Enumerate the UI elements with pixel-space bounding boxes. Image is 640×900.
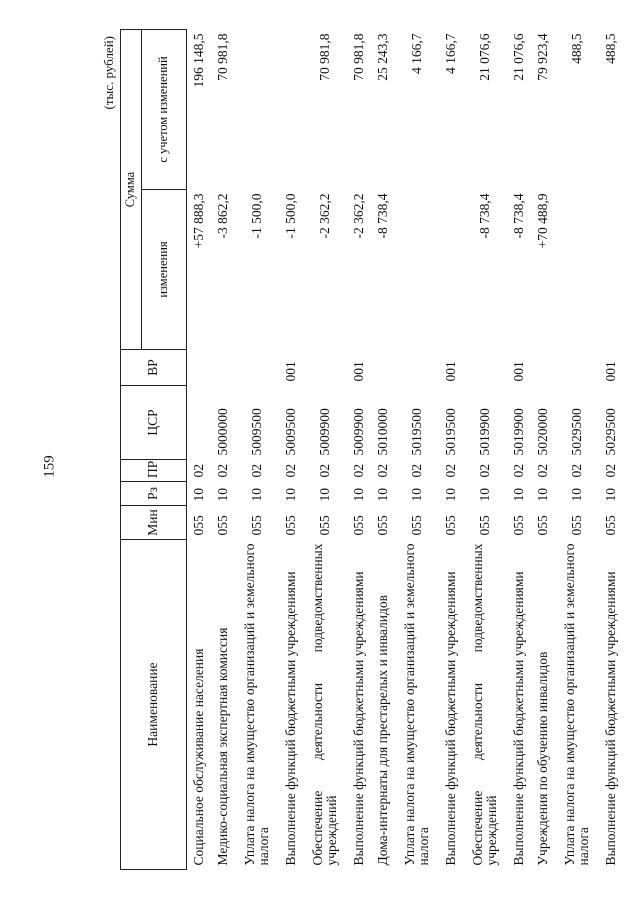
header-rz: Рз <box>121 482 187 506</box>
cell-name: Уплата налога на имущество организаций и земельного налога <box>241 543 271 866</box>
table-row <box>279 30 303 870</box>
budget-table <box>120 29 623 870</box>
table-row <box>395 30 439 870</box>
cell-total: 4 166,7 <box>408 33 424 74</box>
cell-change: -3 862,2 <box>214 193 230 239</box>
cell-vr: 001 <box>282 361 298 382</box>
table-row <box>439 30 463 870</box>
cell-vr <box>395 350 439 386</box>
cell-csr <box>187 386 212 460</box>
rotated-page-content <box>98 30 618 870</box>
cell-vr <box>555 350 599 386</box>
header-change: изменения <box>142 190 187 350</box>
cell-name: Уплата налога на имущество организаций и земельного налога <box>561 543 591 866</box>
cell-vr <box>463 350 507 386</box>
cell-min: 055 <box>316 515 332 536</box>
cell-csr: 5019900 <box>510 408 526 456</box>
cell-change: -8 738,4 <box>374 193 390 239</box>
header-name: Наименование <box>121 540 187 870</box>
cell-pr: 02 <box>568 464 584 478</box>
cell-change <box>555 190 599 350</box>
cell-min: 055 <box>282 515 298 536</box>
cell-name: Выполнение функций бюджетными учреждениями <box>282 571 298 866</box>
cell-total: 70 981,8 <box>350 33 366 81</box>
cell-pr: 02 <box>282 464 298 478</box>
cell-total: 488,5 <box>602 33 618 64</box>
header-vr: ВР <box>121 350 187 386</box>
cell-name: Выполнение функций бюджетными учреждениями <box>442 571 458 866</box>
cell-change: -8 738,4 <box>510 193 526 239</box>
cell-total: 21 076,6 <box>476 33 492 81</box>
cell-change: -2 362,2 <box>350 193 366 239</box>
cell-vr <box>531 350 555 386</box>
cell-name: Дома-интернаты для престарелых и инвалидов <box>374 595 390 866</box>
cell-name: Уплата налога на имущество организаций и земельного налога <box>401 543 431 866</box>
cell-total: 25 243,3 <box>374 33 390 81</box>
cell-rz: 10 <box>282 488 298 502</box>
cell-change <box>599 190 623 350</box>
cell-pr: 02 <box>374 464 390 478</box>
cell-rz: 10 <box>602 488 618 502</box>
cell-min: 055 <box>408 515 424 536</box>
cell-total: 21 076,6 <box>510 33 526 81</box>
cell-vr: 001 <box>602 361 618 382</box>
page-number: 159 <box>41 455 58 478</box>
cell-vr <box>371 350 395 386</box>
cell-total <box>235 30 279 190</box>
cell-rz: 10 <box>476 488 492 502</box>
cell-csr: 5009900 <box>316 408 332 456</box>
cell-name: Обеспечение деятельности подведомственных учреждений <box>309 543 339 866</box>
cell-name: Выполнение функций бюджетными учреждениями <box>510 571 526 866</box>
cell-rz: 10 <box>248 488 264 502</box>
cell-total: 488,5 <box>568 33 584 64</box>
cell-change: -1 500,0 <box>248 193 264 239</box>
cell-csr: 5009900 <box>350 408 366 456</box>
cell-min: 055 <box>248 515 264 536</box>
cell-change: -1 500,0 <box>282 193 298 239</box>
table-row <box>371 30 395 870</box>
cell-change <box>439 190 463 350</box>
cell-rz: 10 <box>534 488 550 502</box>
cell-pr: 02 <box>408 464 424 478</box>
cell-pr: 02 <box>510 464 526 478</box>
cell-vr <box>235 350 279 386</box>
cell-pr: 02 <box>248 464 264 478</box>
cell-change: -8 738,4 <box>476 193 492 239</box>
table-row <box>463 30 507 870</box>
cell-min: 055 <box>476 515 492 536</box>
cell-min: 055 <box>350 515 366 536</box>
cell-total: 79 923,4 <box>534 33 550 81</box>
cell-rz: 10 <box>214 488 230 502</box>
cell-csr: 5020000 <box>534 408 550 456</box>
cell-csr: 5000000 <box>214 408 230 456</box>
cell-change: +57 888,3 <box>190 193 206 249</box>
cell-total: 196 148,5 <box>190 33 206 88</box>
table-row <box>211 30 235 870</box>
cell-vr <box>211 350 235 386</box>
cell-min: 055 <box>374 515 390 536</box>
table-row <box>507 30 531 870</box>
header-pr: ПР <box>121 460 187 482</box>
cell-csr: 5029500 <box>602 408 618 456</box>
cell-pr: 02 <box>214 464 230 478</box>
table-row <box>303 30 347 870</box>
cell-min: 055 <box>214 515 230 536</box>
cell-name: Выполнение функций бюджетными учреждениями <box>350 571 366 866</box>
cell-name: Обеспечение деятельности подведомственных учреждений <box>469 543 499 866</box>
table-row <box>187 30 212 870</box>
header-csr: ЦСР <box>121 386 187 460</box>
cell-change: +70 488,9 <box>534 193 550 249</box>
table-row <box>599 30 623 870</box>
cell-total: 4 166,7 <box>442 33 458 74</box>
cell-vr: 001 <box>350 361 366 382</box>
cell-csr: 5019900 <box>476 408 492 456</box>
budget-table-body <box>187 30 624 870</box>
cell-rz: 10 <box>350 488 366 502</box>
cell-vr <box>187 350 212 386</box>
cell-pr: 02 <box>316 464 332 478</box>
table-row <box>555 30 599 870</box>
cell-change <box>395 190 439 350</box>
cell-csr: 5009500 <box>248 408 264 456</box>
cell-rz: 10 <box>442 488 458 502</box>
cell-pr: 02 <box>442 464 458 478</box>
cell-min: 055 <box>190 515 206 536</box>
table-row <box>531 30 555 870</box>
cell-rz: 10 <box>510 488 526 502</box>
cell-rz: 10 <box>316 488 332 502</box>
cell-pr: 02 <box>534 464 550 478</box>
unit-label: (тыс. рублей) <box>101 36 116 110</box>
cell-csr: 5010000 <box>374 408 390 456</box>
cell-pr: 02 <box>476 464 492 478</box>
cell-pr: 02 <box>190 464 206 478</box>
cell-total: 70 981,8 <box>214 33 230 81</box>
cell-total <box>279 30 303 190</box>
cell-min: 055 <box>534 515 550 536</box>
cell-pr: 02 <box>350 464 366 478</box>
header-sum: Сумма <box>121 30 142 350</box>
cell-name: Медико-социальная экспертная комиссия <box>214 627 230 866</box>
cell-csr: 5029500 <box>568 408 584 456</box>
cell-name: Учреждения по обучению инвалидов <box>534 651 550 866</box>
header-with-change: с учетом изменений <box>142 30 187 190</box>
cell-vr: 001 <box>510 361 526 382</box>
cell-min: 055 <box>602 515 618 536</box>
cell-vr: 001 <box>442 361 458 382</box>
cell-name: Социальное обслуживание населения <box>190 648 206 866</box>
header-min: Мин <box>121 506 187 540</box>
cell-vr <box>303 350 347 386</box>
cell-name: Выполнение функций бюджетными учреждениями <box>602 571 618 866</box>
cell-csr: 5019500 <box>408 408 424 456</box>
cell-csr: 5019500 <box>442 408 458 456</box>
cell-min: 055 <box>442 515 458 536</box>
cell-min: 055 <box>510 515 526 536</box>
cell-rz: 10 <box>190 488 206 502</box>
table-row <box>235 30 279 870</box>
cell-rz: 10 <box>568 488 584 502</box>
cell-rz: 10 <box>408 488 424 502</box>
cell-csr: 5009500 <box>282 408 298 456</box>
cell-change: -2 362,2 <box>316 193 332 239</box>
cell-pr: 02 <box>602 464 618 478</box>
cell-rz: 10 <box>374 488 390 502</box>
table-row <box>347 30 371 870</box>
cell-total: 70 981,8 <box>316 33 332 81</box>
cell-min: 055 <box>568 515 584 536</box>
